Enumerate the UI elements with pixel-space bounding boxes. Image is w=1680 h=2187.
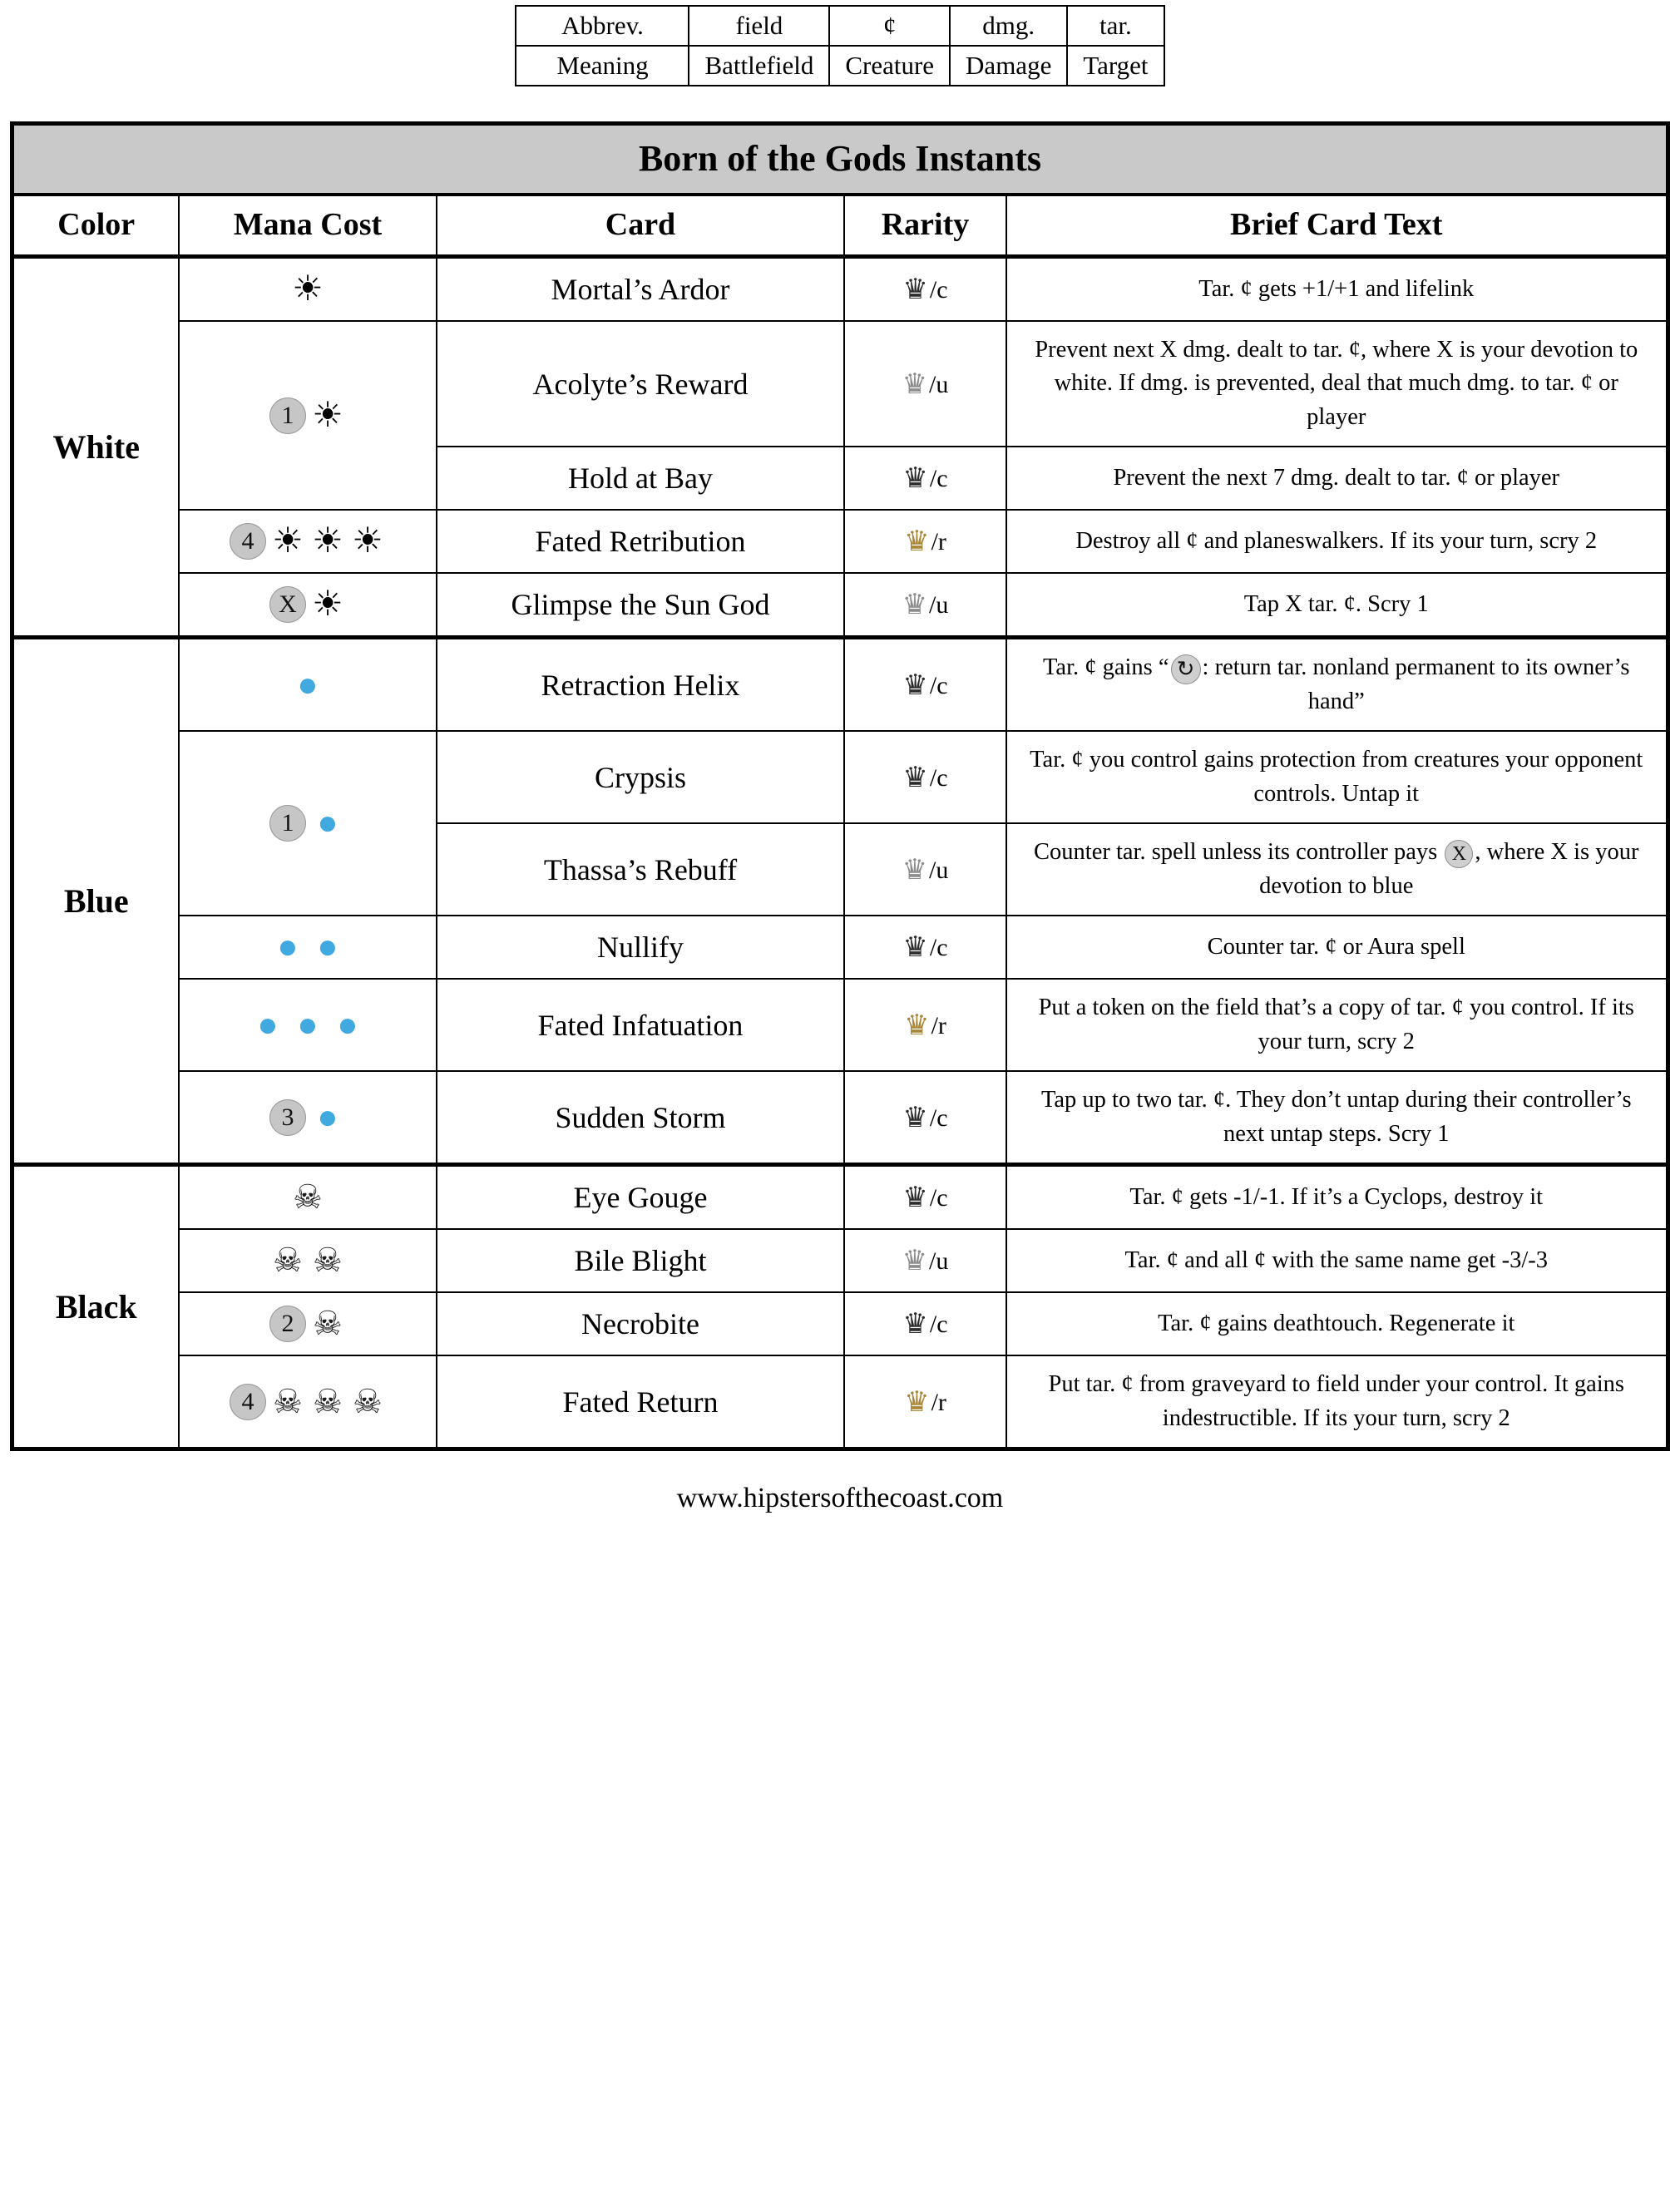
rarity-cell [844, 573, 1006, 638]
set-symbol-icon: ♛ [902, 463, 928, 495]
card-text-cell: Counter tar. spell unless its controller pays X , where X is your devotion to blue [1006, 823, 1668, 916]
rarity-label: /r [931, 1388, 946, 1416]
set-symbol-icon: ♛ [902, 854, 928, 886]
rarity-cell [844, 447, 1006, 510]
table-body [12, 257, 1668, 1449]
rarity-label: /c [929, 763, 948, 792]
set-symbol-icon: ♛ [904, 1010, 930, 1041]
card-name-cell: Acolyte’s Reward [437, 321, 844, 447]
rarity-label: /c [929, 276, 948, 304]
set-symbol-icon: ♛ [904, 526, 930, 558]
set-symbol-icon: ♛ [902, 590, 928, 621]
mana-symbol-white: ☀ [292, 270, 324, 309]
set-symbol-icon: ♛ [902, 669, 928, 701]
color-group-white: White [12, 257, 179, 638]
mana-symbol-black: ☠ [273, 1242, 303, 1280]
header-card: Card [437, 195, 844, 257]
legend-meaning-damage: Damage [950, 46, 1067, 86]
card-text-cell: Tap X tar. ¢. Scry 1 [1006, 573, 1668, 638]
page-title: Born of the Gods Instants [12, 124, 1668, 195]
mana-cost-cell [179, 510, 437, 573]
rarity-cell [844, 1165, 1006, 1230]
table-row [12, 1292, 1668, 1355]
set-symbol-icon: ♛ [904, 1386, 930, 1418]
mana-symbol-generic: 1 [269, 397, 306, 434]
table-row [12, 1165, 1668, 1230]
card-text-cell: Tap up to two tar. ¢. They don’t untap during their controller’s next untap steps. Scry 1 [1006, 1071, 1668, 1164]
mana-cost-cell [179, 1355, 437, 1449]
table-row [12, 638, 1668, 731]
set-symbol-icon: ♛ [902, 1102, 928, 1133]
tap-symbol-icon: ↻ [1171, 654, 1201, 684]
mana-symbol-blue: ● [337, 1005, 358, 1044]
rarity-label: /c [929, 1103, 948, 1132]
rarity-label: /c [929, 671, 948, 699]
color-group-blue: Blue [12, 638, 179, 1165]
abbreviation-legend [0, 0, 1680, 86]
card-name-cell: Retraction Helix [437, 638, 844, 731]
mana-symbol-white: ☀ [352, 522, 383, 561]
card-text-cell: Tar. ¢ you control gains protection from creatures your opponent controls. Untap it [1006, 731, 1668, 823]
rarity-cell [844, 1355, 1006, 1449]
card-name-cell: Nullify [437, 916, 844, 979]
rarity-label: /c [929, 934, 948, 962]
legend-row-label-meaning: Meaning [516, 46, 689, 86]
set-symbol-icon: ♛ [902, 1309, 928, 1340]
card-text-cell: Tar. ¢ gets -1/-1. If it’s a Cyclops, destroy it [1006, 1165, 1668, 1230]
mana-symbol-blue: ● [317, 1098, 338, 1137]
card-name-cell: Mortal’s Ardor [437, 257, 844, 322]
card-name-cell: Fated Infatuation [437, 979, 844, 1071]
rarity-cell [844, 321, 1006, 447]
mana-cost-cell [179, 1071, 437, 1164]
table-title-row [12, 124, 1668, 195]
mana-symbol-black: ☠ [273, 1382, 303, 1420]
card-name-cell: Eye Gouge [437, 1165, 844, 1230]
card-text-cell: Put a token on the field that’s a copy of tar. ¢ you control. If its your turn, scry 2 [1006, 979, 1668, 1071]
mana-symbol-black: ☠ [293, 1178, 323, 1217]
card-text-cell: Prevent the next 7 dmg. dealt to tar. ¢ or player [1006, 447, 1668, 510]
header-mana-cost: Mana Cost [179, 195, 437, 257]
mana-symbol-blue: ● [297, 665, 319, 704]
mana-symbol-blue: ● [317, 804, 338, 843]
mana-cost-cell [179, 257, 437, 322]
set-symbol-icon: ♛ [902, 368, 928, 400]
mana-symbol-white: ☀ [312, 585, 343, 625]
mana-cost-cell [179, 1292, 437, 1355]
table-row [12, 1229, 1668, 1292]
mana-cost-cell [179, 1229, 437, 1292]
table-row [12, 257, 1668, 322]
mana-symbol-generic: 2 [269, 1306, 306, 1342]
table-row [12, 731, 1668, 823]
mana-symbol-generic: 4 [230, 523, 266, 560]
legend-abbrev-row [516, 6, 1164, 46]
mana-symbol-blue: ● [277, 928, 299, 967]
card-name-cell: Thassa’s Rebuff [437, 823, 844, 916]
mana-symbol-generic: X [269, 586, 306, 623]
legend-table [515, 5, 1164, 86]
legend-meaning-creature: Creature [829, 46, 950, 86]
card-text-cell: Put tar. ¢ from graveyard to field under your control. It gains indestructible. If its your turn, scry 2 [1006, 1355, 1668, 1449]
header-brief-card-text: Brief Card Text [1006, 195, 1668, 257]
card-text-cell: Destroy all ¢ and planeswalkers. If its your turn, scry 2 [1006, 510, 1668, 573]
card-text-cell: Prevent next X dmg. dealt to tar. ¢, where X is your devotion to white. If dmg. is prevented, deal that much dmg. to tar. ¢ or player [1006, 321, 1668, 447]
legend-abbrev-damage: dmg. [950, 6, 1067, 46]
rarity-label: /u [929, 856, 949, 884]
legend-row-label-abbrev: Abbrev. [516, 6, 689, 46]
rarity-cell [844, 510, 1006, 573]
card-name-cell: Bile Blight [437, 1229, 844, 1292]
mana-symbol-blue: ● [317, 928, 338, 967]
table-row [12, 916, 1668, 979]
table-row [12, 321, 1668, 447]
mana-cost-cell [179, 731, 437, 916]
card-name-cell: Necrobite [437, 1292, 844, 1355]
table-row [12, 1355, 1668, 1449]
mana-symbol-blue: ● [257, 1005, 279, 1044]
mana-symbol-black: ☠ [313, 1242, 343, 1280]
mana-symbol-white: ☀ [272, 522, 304, 561]
mana-cost-cell [179, 979, 437, 1071]
mana-cost-cell [179, 1165, 437, 1230]
footer-url: www.hipstersofthecoast.com [676, 1483, 1004, 1514]
instants-table [10, 121, 1669, 1451]
rarity-cell [844, 638, 1006, 731]
rarity-cell [844, 257, 1006, 322]
table-header-row [12, 195, 1668, 257]
rarity-label: /r [931, 1011, 946, 1039]
rarity-label: /c [929, 1184, 948, 1212]
header-rarity: Rarity [844, 195, 1006, 257]
mana-cost-cell [179, 638, 437, 731]
set-symbol-icon: ♛ [902, 274, 928, 306]
mana-symbol-generic: 4 [230, 1384, 266, 1420]
rarity-cell [844, 1292, 1006, 1355]
set-symbol-icon: ♛ [902, 1182, 928, 1214]
mana-symbol-generic: 3 [269, 1099, 306, 1136]
set-symbol-icon: ♛ [902, 932, 928, 964]
mana-symbol-white: ☀ [312, 396, 343, 435]
rarity-cell [844, 1229, 1006, 1292]
card-name-cell: Sudden Storm [437, 1071, 844, 1164]
mana-cost-cell [179, 916, 437, 979]
set-symbol-icon: ♛ [902, 762, 928, 793]
rarity-cell [844, 731, 1006, 823]
rarity-label: /c [929, 465, 948, 493]
card-name-cell: Hold at Bay [437, 447, 844, 510]
card-text-cell: Tar. ¢ gets +1/+1 and lifelink [1006, 257, 1668, 322]
legend-abbrev-target: tar. [1067, 6, 1164, 46]
legend-abbrev-creature: ¢ [829, 6, 950, 46]
card-name-cell: Crypsis [437, 731, 844, 823]
rarity-label: /u [929, 370, 949, 398]
card-name-cell: Glimpse the Sun God [437, 573, 844, 638]
mana-symbol-generic: 1 [269, 805, 306, 842]
card-text-cell: Counter tar. ¢ or Aura spell [1006, 916, 1668, 979]
rarity-cell [844, 823, 1006, 916]
table-row [12, 510, 1668, 573]
mana-symbol-x: X [1445, 840, 1473, 868]
mana-cost-cell [179, 321, 437, 510]
table-row [12, 573, 1668, 638]
rarity-cell [844, 1071, 1006, 1164]
mana-symbol-white: ☀ [312, 522, 343, 561]
card-name-cell: Fated Retribution [437, 510, 844, 573]
card-name-cell: Fated Return [437, 1355, 844, 1449]
rarity-label: /r [931, 528, 946, 556]
rarity-cell [844, 916, 1006, 979]
legend-meaning-row [516, 46, 1164, 86]
mana-symbol-black: ☠ [313, 1305, 343, 1343]
mana-symbol-black: ☠ [353, 1382, 383, 1420]
rarity-label: /u [929, 1247, 949, 1276]
legend-abbrev-field: field [689, 6, 829, 46]
card-text-cell: Tar. ¢ gains “ ↻ : return tar. nonland permanent to its owner’s hand” [1006, 638, 1668, 731]
color-group-black: Black [12, 1165, 179, 1449]
rarity-label: /c [929, 1311, 948, 1339]
card-text-cell: Tar. ¢ and all ¢ with the same name get -3/-3 [1006, 1229, 1668, 1292]
legend-meaning-target: Target [1067, 46, 1164, 86]
card-text-cell: Tar. ¢ gains deathtouch. Regenerate it [1006, 1292, 1668, 1355]
header-color: Color [12, 195, 179, 257]
table-row [12, 1071, 1668, 1164]
table-row [12, 979, 1668, 1071]
mana-symbol-blue: ● [297, 1005, 319, 1044]
rarity-cell [844, 979, 1006, 1071]
mana-symbol-black: ☠ [313, 1382, 343, 1420]
legend-meaning-field: Battlefield [689, 46, 829, 86]
rarity-label: /u [929, 591, 949, 620]
instants-table-container [0, 121, 1680, 1451]
set-symbol-icon: ♛ [902, 1246, 928, 1277]
mana-cost-cell [179, 573, 437, 638]
